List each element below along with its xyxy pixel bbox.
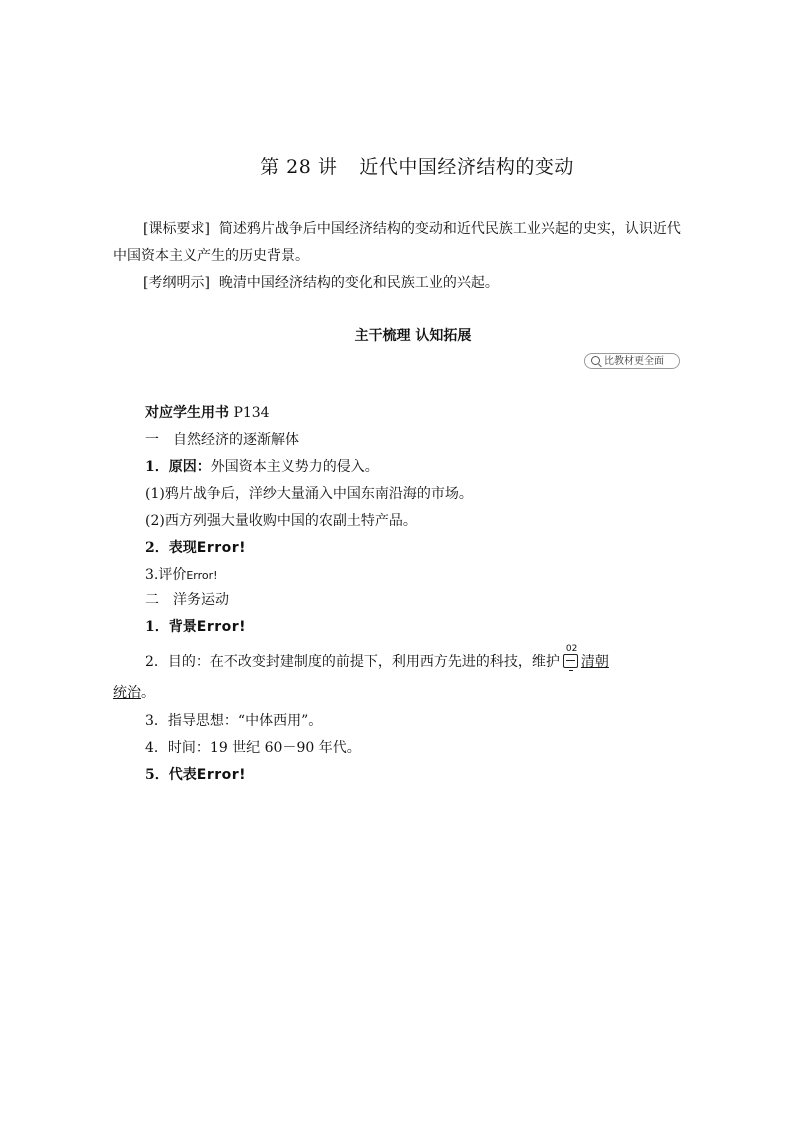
part2-item1-label: 1．背景 [145, 619, 197, 635]
syllabus-tag: [考纲明示] [143, 275, 210, 291]
curriculum-requirement [113, 216, 683, 270]
fill-blank-icon [563, 644, 579, 670]
lecture-topic: 近代中国经济结构的变动 [359, 156, 574, 178]
part2-item3-text: “中体西用”。 [237, 713, 323, 729]
part2-item2-end: 。 [141, 685, 155, 701]
search-icon [591, 356, 600, 365]
blank-answer-2: 统治 [113, 685, 141, 701]
part2-item2-continuation [113, 682, 155, 702]
curriculum-text: 简述鸦片战争后中国经济结构的变动和近代民族工业兴起的史实，认识近代中国资本主义产生的历史背景。 [113, 221, 681, 264]
lecture-title [0, 152, 794, 179]
part2-item2-text: 在不改变封建制度的前提下，利用西方先进的科技，维护 [209, 654, 560, 670]
section-heading: 主干梳理 认知拓展 [354, 328, 472, 344]
part2-item3-label: 3．指导思想： [145, 713, 238, 729]
error-field: Error! [196, 767, 247, 783]
part2-item5 [145, 764, 246, 784]
part2-item4-text: 19 世纪 60－90 年代。 [209, 740, 361, 756]
part2-item3 [145, 710, 322, 730]
curriculum-tag: [课标要求] [143, 221, 210, 237]
part2-heading: 二 洋务运动 [145, 592, 229, 608]
part1-sub1: (1)鸦片战争后，洋纱大量涌入中国东南沿海的市场。 [145, 486, 473, 502]
blank-number: 02 [565, 644, 578, 654]
part1-heading: 一 自然经济的逐渐解体 [145, 432, 299, 448]
part1-item3-label: 3.评价 [145, 567, 187, 583]
part2-item1 [145, 616, 246, 636]
part1-item2 [145, 537, 246, 557]
part2-item4-label: 4．时间： [145, 740, 210, 756]
lecture-number: 第 28 讲 [260, 156, 338, 178]
part1-sub2: (2)西方列强大量收购中国的农副土特产品。 [145, 513, 417, 529]
reference-label: 对应学生用书 [145, 405, 229, 421]
part2-item2-label: 2．目的： [145, 654, 210, 670]
more-content-button[interactable] [584, 353, 680, 369]
part1-item1 [145, 456, 379, 476]
part1-item3 [145, 564, 218, 584]
more-content-label: 比教材更全面 [604, 356, 664, 367]
part1-item1-label: 1．原因： [145, 459, 211, 475]
syllabus-text: 晚清中国经济结构的变化和民族工业的兴起。 [218, 275, 499, 291]
blank-answer-1: 清朝 [580, 654, 609, 670]
part1-item1-text: 外国资本主义势力的侵入。 [210, 459, 379, 475]
error-field: Error! [196, 619, 247, 635]
part2-item2 [145, 644, 609, 671]
syllabus-requirement [113, 270, 683, 297]
reference-page: P134 [229, 405, 270, 421]
part2-item5-label: 5．代表 [145, 767, 197, 783]
error-field: Error! [186, 569, 218, 582]
error-field: Error! [196, 540, 247, 556]
part1-item2-label: 2．表现 [145, 540, 197, 556]
part2-item4 [145, 737, 361, 757]
student-book-reference [145, 402, 270, 422]
